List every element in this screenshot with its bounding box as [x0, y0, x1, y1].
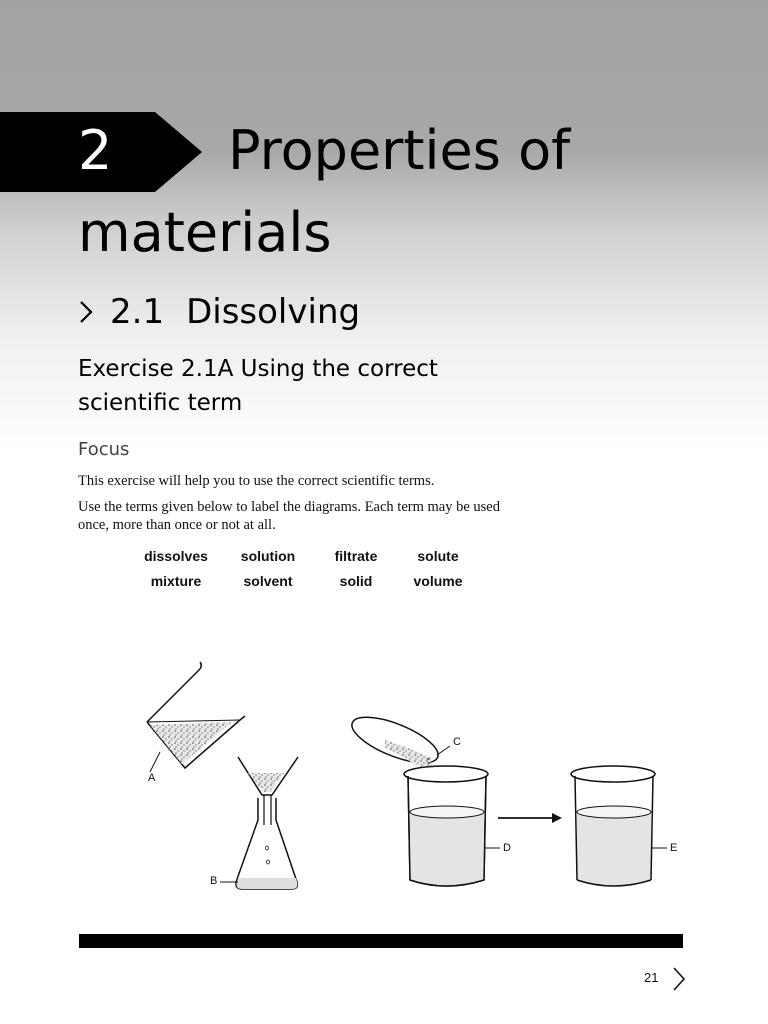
filtration-setup [220, 757, 298, 889]
section-heading [78, 290, 360, 334]
diagram-label-d: D [503, 842, 511, 854]
diagram-label-e: E [670, 842, 678, 854]
focus-text: This exercise will help you to use the correct scientific terms. [78, 473, 435, 489]
chevron-right-icon[interactable] [671, 966, 687, 992]
term: solvent [243, 573, 293, 589]
diagram-label-a: A [148, 772, 156, 784]
term: solute [417, 548, 459, 564]
page-number: 21 [644, 970, 659, 985]
term: solution [240, 548, 296, 564]
chapter-number: 2 [78, 119, 113, 182]
arrow-right-icon [498, 813, 562, 823]
diagram-label-c: C [453, 736, 461, 748]
pouring-beaker [147, 662, 245, 772]
term: mixture [150, 573, 202, 589]
section-number: 2.1 [110, 292, 165, 332]
footer-rule [79, 934, 683, 948]
beaker-e [571, 766, 667, 886]
focus-label: Focus [78, 439, 130, 460]
term: dissolves [144, 548, 208, 564]
beaker-d [404, 766, 500, 886]
instructions-text: Use the terms given below to label the diagrams. Each term may be used once, more than once or not at all. [78, 499, 500, 533]
exercise-title: Exercise 2.1A Using the correct scientific term [78, 356, 438, 416]
terms-list [130, 548, 478, 589]
term: solid [339, 573, 373, 589]
diagram-label-b: B [210, 875, 218, 887]
diagram-drawing [0, 640, 768, 910]
term: filtrate [334, 548, 378, 564]
term: volume [413, 573, 463, 589]
chapter-title-line-2: materials [78, 201, 332, 264]
dissolving-diagram [0, 640, 768, 910]
chapter-title-line-1: Properties of [228, 119, 571, 182]
chevron-right-icon [78, 300, 94, 324]
section-title: Dissolving [186, 292, 361, 332]
